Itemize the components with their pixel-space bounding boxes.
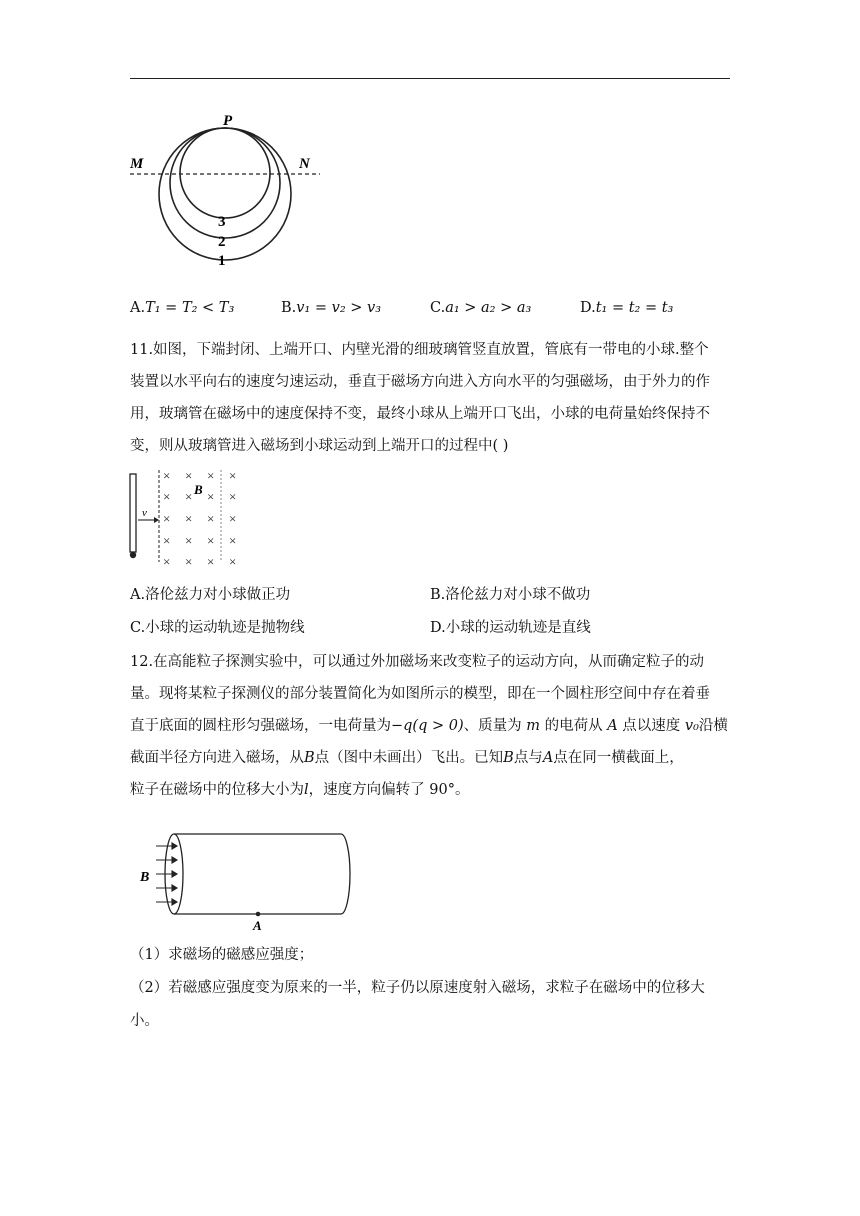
q12-sub-2-line-2: 小。 (130, 1013, 159, 1029)
q11-line-4: 变，则从玻璃管进入磁场到小球运动到上端开口的过程中( ) (130, 438, 509, 454)
cylinder-b-label: B (140, 870, 150, 885)
header-rule (130, 78, 730, 79)
field-cross: × (229, 554, 237, 566)
point-a (256, 912, 261, 917)
q10-option-a: A.T₁ = T₂ < T₃ (130, 300, 235, 316)
q11-option-a: A.洛伦兹力对小球做正功 (130, 587, 291, 603)
label-circle-1: 1 (218, 253, 226, 269)
q12-line-4: 截面半径方向进入磁场，从B点（图中未画出）飞出。已知B点与A点在同一横截面上， (130, 750, 684, 766)
field-cross: × (229, 533, 237, 548)
field-cross: × (163, 511, 171, 526)
field-b-label: B (194, 482, 203, 497)
field-cross: × (207, 511, 215, 526)
q12-line-5: 粒子在磁场中的位移大小为l，速度方向偏转了 90°。 (130, 782, 470, 798)
field-cross: × (185, 554, 193, 566)
velocity-arrowhead (154, 517, 159, 523)
field-cross: × (207, 554, 215, 566)
q10-option-d: D.t₁ = t₂ = t₃ (580, 300, 674, 316)
q11-line-1: 11.如图，下端封闭、上端开口、内壁光滑的细玻璃管竖直放置，管底有一带电的小球.整个 (130, 342, 709, 358)
circles-figure (125, 108, 325, 272)
tube-field-figure (128, 466, 253, 566)
q10-option-b: B.v₁ = v₂ > v₃ (281, 300, 382, 316)
field-cross: × (185, 489, 193, 504)
cylinder-right-face (341, 834, 350, 914)
field-cross: × (207, 468, 215, 483)
q11-line-2: 装置以水平向右的速度匀速运动，垂直于磁场方向进入方向水平的匀强磁场，由于外力的作 (130, 374, 710, 390)
velocity-label: v (142, 507, 147, 519)
field-cross: × (163, 489, 171, 504)
label-p: P (223, 113, 233, 129)
label-circle-2: 2 (218, 234, 226, 250)
field-cross: × (163, 468, 171, 483)
field-cross: × (229, 468, 237, 483)
circle-3 (180, 128, 270, 218)
charged-ball (130, 552, 136, 558)
q12-sub-2-line-1: （2）若磁感应强度变为原来的一半，粒子仍以原速度射入磁场，求粒子在磁场中的位移大 (130, 980, 705, 996)
field-cross: × (229, 489, 237, 504)
q10-option-c: C.a₁ > a₂ > a₃ (430, 300, 532, 316)
field-cross: × (207, 489, 215, 504)
field-cross: × (207, 533, 215, 548)
field-cross: × (185, 533, 193, 548)
q11-option-b: B.洛伦兹力对小球不做功 (430, 587, 591, 603)
field-cross: × (163, 554, 171, 566)
field-cross: × (229, 511, 237, 526)
q12-line-2: 量。现将某粒子探测仪的部分装置简化为如图所示的模型，即在一个圆柱形空间中存在着垂 (130, 686, 710, 702)
q12-sub-1: （1）求磁场的磁感应强度； (130, 947, 314, 963)
field-cross: × (185, 511, 193, 526)
q11-option-d: D.小球的运动轨迹是直线 (430, 620, 591, 636)
q11-line-3: 用，玻璃管在磁场中的速度保持不变，最终小球从上端开口飞出，小球的电荷量始终保持不 (130, 406, 710, 422)
label-circle-3: 3 (218, 214, 226, 230)
q12-line-3: 直于底面的圆柱形匀强磁场，一电荷量为−q(q > 0)、质量为 m 的电荷从 A 点以速度 v₀沿横 (130, 718, 728, 734)
q12-line-1: 12.在高能粒子探测实验中，可以通过外加磁场来改变粒子的运动方向，从而确定粒子的动 (130, 654, 705, 670)
q11-option-c: C.小球的运动轨迹是抛物线 (130, 620, 305, 636)
glass-tube (130, 474, 136, 552)
cylinder-figure (136, 828, 360, 932)
label-m: M (130, 156, 144, 172)
point-a-label: A (253, 918, 262, 932)
field-cross: × (163, 533, 171, 548)
label-n: N (299, 156, 310, 172)
field-cross: × (185, 468, 193, 483)
